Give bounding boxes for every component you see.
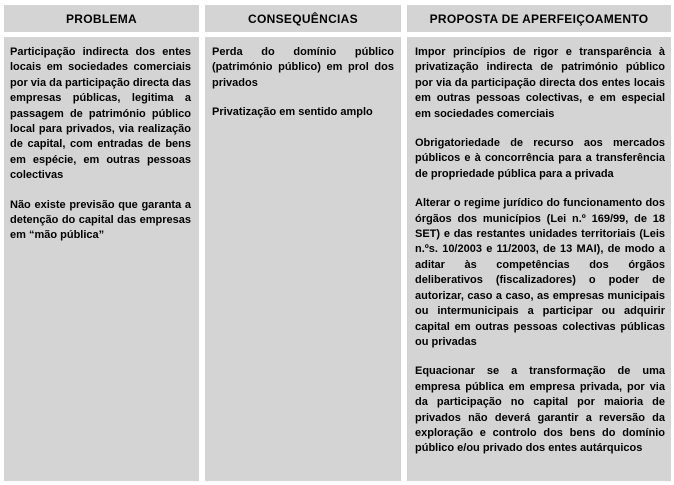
consequencias-paragraph: Privatização em sentido amplo (212, 106, 373, 119)
proposta-paragraph: Alterar o regime jurídico do funcionamento dos órgãos dos municípios (Lei n.º 169/99, de 18 SET) e das restantes unidades territoriais (Leis n.ºs. 10/2003 e 11/2003, de 13 MAI), de modo a aditar às competências dos órgãos deliberativos (fiscalizadores) o poder de autorizar, caso a caso, as empresas municipais ou intermunicipais a participar ou adquirir capital em outras pessoas colectivas públicas ou privadas (415, 197, 665, 348)
header-proposta-label: PROPOSTA DE APERFEIÇOAMENTO (429, 11, 649, 26)
proposta-paragraph: Impor princípios de rigor e transparência à privatização indirecta de património público por via da participação directa dos entes locais em outras pessoas colectivas, e em especial em sociedades comerciais (415, 46, 665, 120)
consequencias-content (212, 45, 394, 135)
header-problema (4, 5, 199, 32)
header-proposta (407, 5, 671, 32)
problema-paragraph: Não existe previsão que garanta a detenção do capital das empresas em “mão pública” (10, 198, 191, 242)
column-proposta (407, 37, 671, 481)
proposta-paragraph: Obrigatoriedade de recurso aos mercados públicos e à concorrência para a transferência de propriedade pública para a privada (415, 137, 665, 180)
consequencias-paragraph: Perda do domínio público (património público) em prol dos privados (212, 46, 394, 89)
column-consequencias (205, 37, 401, 481)
proposta-content (415, 45, 665, 471)
header-consequencias-label: CONSEQUÊNCIAS (248, 11, 358, 26)
problema-content (10, 45, 191, 258)
header-consequencias (205, 5, 401, 32)
problema-paragraph: Participação indirecta dos entes locais em sociedades comerciais por via da participação directa das empresas públicas, legitima a passagem de património público local para privados, via realização de capital, com entradas de bens em espécie, em outras pessoas colectivas (10, 46, 191, 182)
proposta-paragraph: Equacionar se a transformação de uma empresa pública em empresa privada, por via da participação no capital por maioria de privados não deverá garantir a reversão da exploração e controlo dos bens do domínio público e/ou privado dos entes autárquicos (415, 365, 665, 455)
column-problema (4, 37, 199, 481)
header-problema-label: PROBLEMA (65, 11, 138, 26)
